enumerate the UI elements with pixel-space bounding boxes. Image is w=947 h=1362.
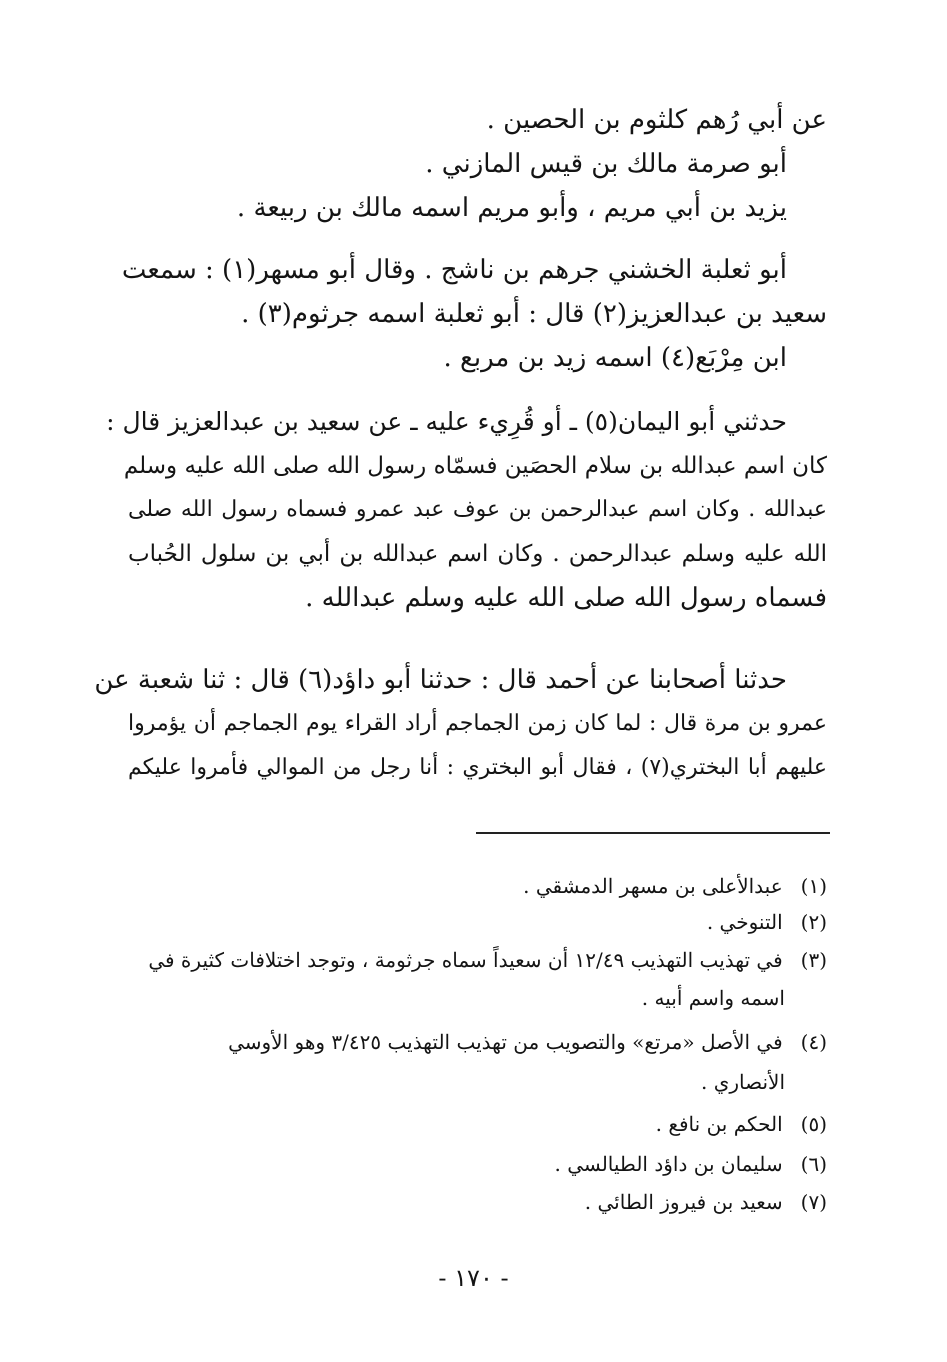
footnote-text: الأنصاري . — [701, 1070, 785, 1094]
footnote-text: سعيد بن فيروز الطائي . — [584, 1190, 783, 1214]
body-line-11: فسماه رسول الله صلى الله عليه وسلم عبدالله . — [305, 583, 827, 613]
body-line-12: حدثنا أصحابنا عن أحمد قال : حدثنا أبو داؤد(٦) قال : ثنا شعبة عن — [94, 665, 787, 695]
footnote-separator — [476, 832, 830, 834]
body-line-5: سعيد بن عبدالعزيز(٢) قال : أبو ثعلبة اسمه جرثوم(٣) . — [241, 299, 827, 329]
body-line-6: ابن مِرْبَع(٤) اسمه زيد بن مربع . — [443, 343, 787, 373]
body-line-3: يزيد بن أبي مريم ، وأبو مريم اسمه مالك بن ربيعة . — [236, 193, 787, 223]
footnote-number: (٤) — [800, 1030, 827, 1054]
body-line-10: الله عليه وسلم عبدالرحمن . وكان اسم عبدالله بن أبي بن سلول الحُباب — [128, 541, 827, 567]
footnote-text: في تهذيب التهذيب ١٢/٤٩ أن سعيداً سماه جرثومة ، وتوجد اختلافات كثيرة في — [148, 948, 783, 972]
body-line-2: أبو صرمة مالك بن قيس المازني . — [425, 149, 787, 179]
footnote-3-continued — [642, 980, 785, 1016]
footnote-number: (٣) — [800, 948, 827, 972]
footnote-text: سليمان بن داؤد الطيالسي . — [554, 1152, 783, 1176]
footnote-number: (٧) — [800, 1190, 827, 1214]
footnote-number: (٦) — [800, 1152, 827, 1176]
footnote-4-continued — [701, 1064, 785, 1100]
body-line-4: أبو ثعلبة الخشني جرهم بن ناشج . وقال أبو مسهر(١) : سمعت — [121, 255, 787, 285]
body-line-9: عبدالله . وكان اسم عبدالرحمن بن عوف عبد عمرو فسماه رسول الله صلى — [128, 497, 827, 522]
footnote-1 — [523, 868, 827, 904]
footnote-5 — [656, 1106, 827, 1142]
body-line-1: عن أبي رُهم كلثوم بن الحصين . — [486, 105, 827, 135]
body-line-7: حدثني أبو اليمان(٥) ـ أو قُرِيء عليه ـ عن سعيد بن عبدالعزيز قال : — [106, 407, 787, 436]
footnote-3 — [148, 942, 827, 978]
footnote-text: في الأصل «مرتع» والتصويب من تهذيب التهذيب ٣/٤٢٥ وهو الأوسي — [228, 1030, 783, 1054]
footnote-number: (١) — [800, 874, 827, 898]
footnote-text: عبدالأعلى بن مسهر الدمشقي . — [523, 874, 783, 898]
body-line-8: كان اسم عبدالله بن سلام الحصَين فسمّاه رسول الله صلى الله عليه وسلم — [123, 453, 827, 479]
footnote-6 — [554, 1146, 827, 1182]
body-line-13: عمرو بن مرة قال : لما كان زمن الجماجم أراد القراء يوم الجماجم أن يؤمروا — [128, 711, 827, 736]
footnote-text: اسمه واسم أبيه . — [641, 986, 785, 1010]
footnote-2 — [707, 904, 827, 940]
footnote-number: (٢) — [800, 910, 827, 934]
page-number: - ١٧٠ - — [438, 1264, 509, 1292]
footnote-text: الحكم بن نافع . — [655, 1112, 783, 1136]
body-line-14: عليهم أبا البختري(٧) ، فقال أبو البختري : أنا رجل من الموالي فأمروا عليكم — [128, 755, 827, 780]
footnote-7 — [585, 1184, 827, 1220]
footnote-number: (٥) — [800, 1112, 827, 1136]
footnote-text: التنوخي . — [706, 910, 783, 934]
footnote-4 — [228, 1024, 827, 1060]
